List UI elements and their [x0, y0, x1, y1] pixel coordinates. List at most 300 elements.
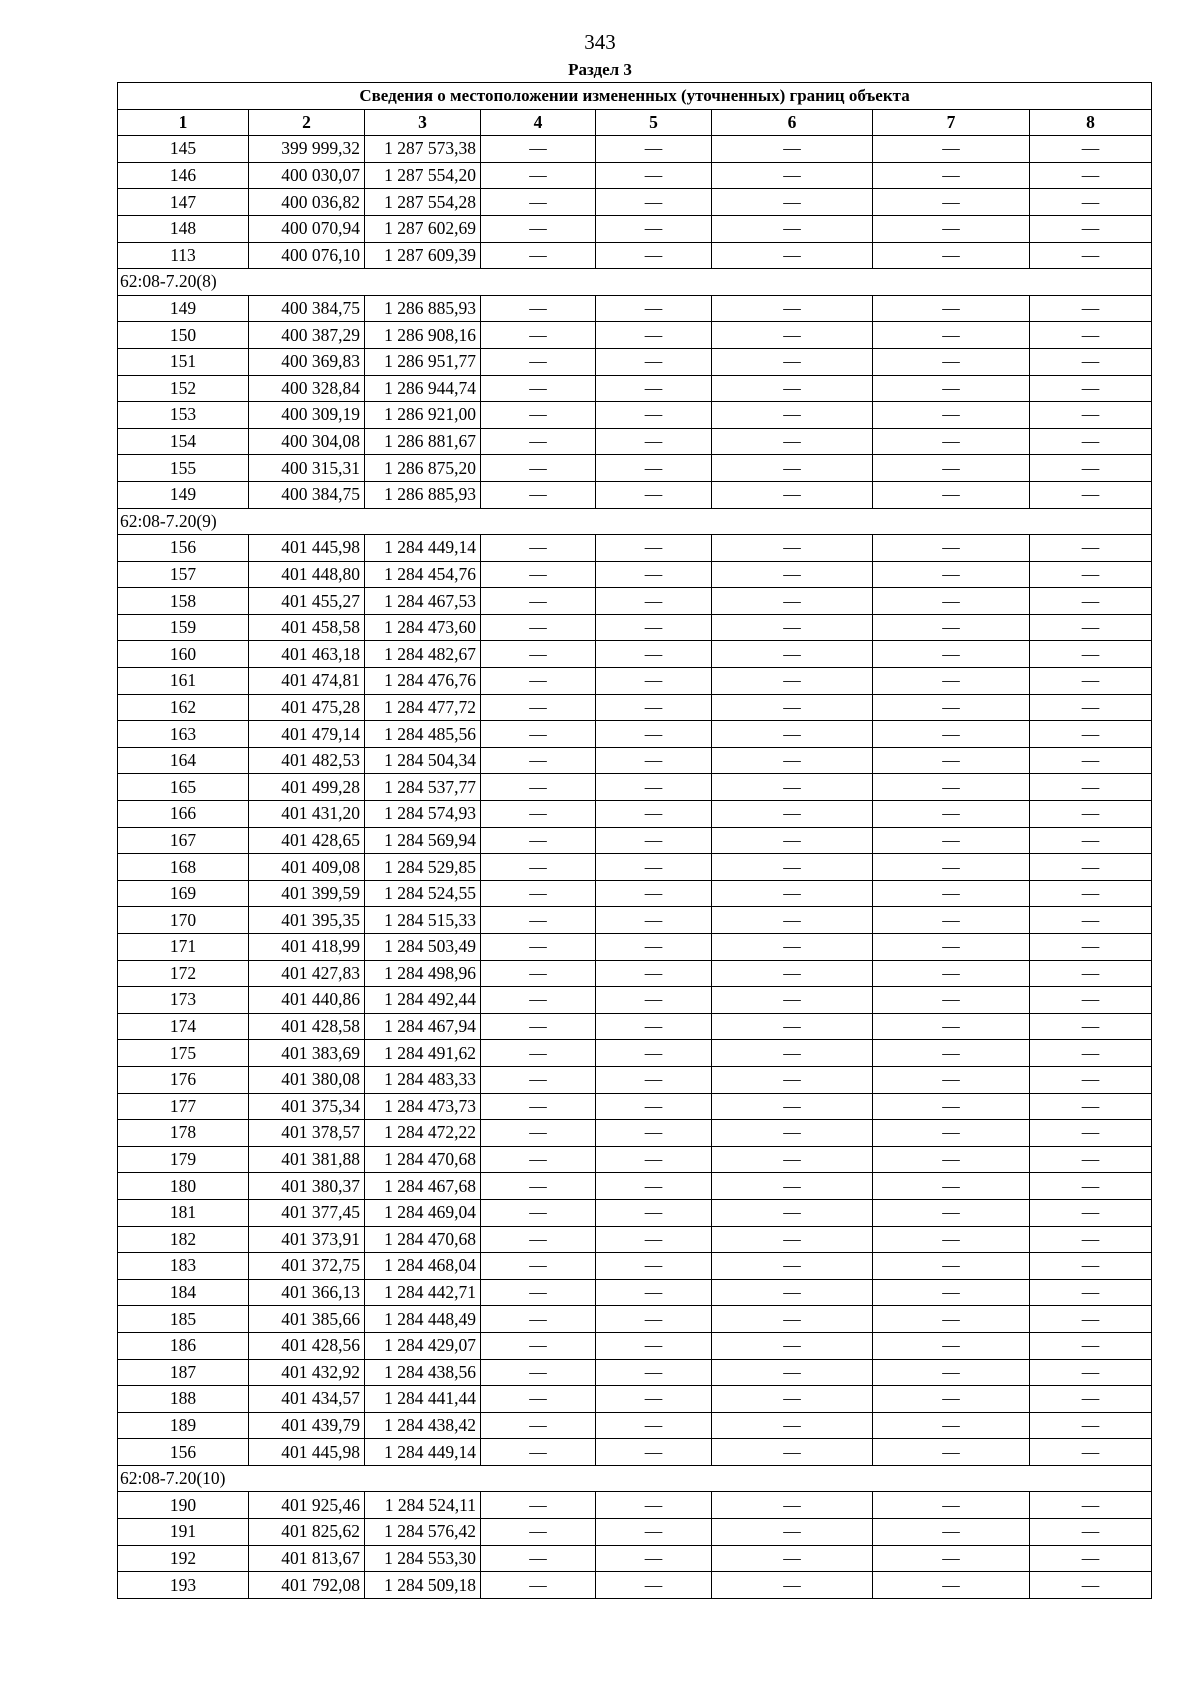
empty-value-dash: —: [596, 987, 712, 1014]
empty-value-dash: —: [1030, 1359, 1152, 1386]
empty-value-dash: —: [596, 588, 712, 615]
empty-value-dash: —: [481, 1253, 596, 1280]
empty-value-dash: —: [596, 215, 712, 242]
table-row: [118, 1492, 1152, 1519]
point-number: 165: [118, 774, 249, 801]
coordinate-x: 401 428,56: [249, 1332, 365, 1359]
empty-value-dash: —: [712, 481, 873, 508]
empty-value-dash: —: [712, 1545, 873, 1572]
table-row: [118, 322, 1152, 349]
empty-value-dash: —: [481, 561, 596, 588]
empty-value-dash: —: [712, 162, 873, 189]
point-number: 180: [118, 1173, 249, 1200]
table-caption: Сведения о местоположении измененных (уточненных) границ объекта: [118, 83, 1152, 110]
empty-value-dash: —: [712, 1386, 873, 1413]
coordinate-y: 1 284 524,11: [365, 1492, 481, 1519]
empty-value-dash: —: [596, 960, 712, 987]
empty-value-dash: —: [481, 1013, 596, 1040]
point-number: 178: [118, 1120, 249, 1147]
point-number: 186: [118, 1332, 249, 1359]
table-row: [118, 1173, 1152, 1200]
empty-value-dash: —: [1030, 1572, 1152, 1599]
coordinate-x: 401 428,58: [249, 1013, 365, 1040]
point-number: 185: [118, 1306, 249, 1333]
coordinate-y: 1 284 574,93: [365, 801, 481, 828]
coordinate-y: 1 284 449,14: [365, 1439, 481, 1466]
empty-value-dash: —: [481, 987, 596, 1014]
empty-value-dash: —: [712, 1040, 873, 1067]
table-row: [118, 189, 1152, 216]
empty-value-dash: —: [1030, 934, 1152, 961]
empty-value-dash: —: [873, 987, 1030, 1014]
empty-value-dash: —: [873, 1306, 1030, 1333]
empty-value-dash: —: [1030, 1439, 1152, 1466]
empty-value-dash: —: [1030, 827, 1152, 854]
coordinate-y: 1 284 429,07: [365, 1332, 481, 1359]
empty-value-dash: —: [596, 827, 712, 854]
point-number: 161: [118, 668, 249, 695]
empty-value-dash: —: [1030, 1386, 1152, 1413]
coordinate-x: 401 482,53: [249, 747, 365, 774]
coordinate-x: 401 380,37: [249, 1173, 365, 1200]
empty-value-dash: —: [1030, 1545, 1152, 1572]
coordinate-y: 1 284 470,68: [365, 1146, 481, 1173]
group-label: 62:08-7.20(9): [118, 508, 1152, 535]
empty-value-dash: —: [873, 136, 1030, 163]
empty-value-dash: —: [712, 747, 873, 774]
empty-value-dash: —: [873, 854, 1030, 881]
empty-value-dash: —: [1030, 1093, 1152, 1120]
empty-value-dash: —: [1030, 348, 1152, 375]
table-row: [118, 1013, 1152, 1040]
point-number: 151: [118, 348, 249, 375]
empty-value-dash: —: [712, 428, 873, 455]
point-number: 156: [118, 1439, 249, 1466]
group-label: 62:08-7.20(8): [118, 269, 1152, 296]
empty-value-dash: —: [873, 1412, 1030, 1439]
empty-value-dash: —: [873, 721, 1030, 748]
table-row: [118, 1226, 1152, 1253]
coordinate-x: 401 463,18: [249, 641, 365, 668]
coordinate-x: 401 380,08: [249, 1066, 365, 1093]
empty-value-dash: —: [596, 535, 712, 562]
table-row: [118, 402, 1152, 429]
coordinate-y: 1 287 554,28: [365, 189, 481, 216]
point-number: 157: [118, 561, 249, 588]
empty-value-dash: —: [596, 1386, 712, 1413]
group-header-row: [118, 269, 1152, 296]
empty-value-dash: —: [481, 322, 596, 349]
empty-value-dash: —: [873, 322, 1030, 349]
empty-value-dash: —: [596, 348, 712, 375]
empty-value-dash: —: [596, 747, 712, 774]
coordinate-x: 401 825,62: [249, 1519, 365, 1546]
coordinate-y: 1 286 908,16: [365, 322, 481, 349]
column-number-3: 3: [365, 109, 481, 136]
empty-value-dash: —: [596, 1492, 712, 1519]
coordinate-x: 400 304,08: [249, 428, 365, 455]
coordinate-x: 400 070,94: [249, 215, 365, 242]
coordinate-x: 401 427,83: [249, 960, 365, 987]
empty-value-dash: —: [873, 1120, 1030, 1147]
point-number: 145: [118, 136, 249, 163]
empty-value-dash: —: [1030, 402, 1152, 429]
empty-value-dash: —: [481, 1226, 596, 1253]
empty-value-dash: —: [596, 854, 712, 881]
empty-value-dash: —: [481, 242, 596, 269]
coordinate-x: 401 445,98: [249, 535, 365, 562]
coordinate-y: 1 284 482,67: [365, 641, 481, 668]
empty-value-dash: —: [596, 375, 712, 402]
empty-value-dash: —: [596, 136, 712, 163]
empty-value-dash: —: [1030, 1226, 1152, 1253]
empty-value-dash: —: [712, 535, 873, 562]
empty-value-dash: —: [873, 907, 1030, 934]
empty-value-dash: —: [596, 1173, 712, 1200]
empty-value-dash: —: [596, 1545, 712, 1572]
empty-value-dash: —: [712, 348, 873, 375]
table-row: [118, 1253, 1152, 1280]
coordinate-y: 1 284 467,53: [365, 588, 481, 615]
empty-value-dash: —: [481, 375, 596, 402]
table-row: [118, 1199, 1152, 1226]
point-number: 187: [118, 1359, 249, 1386]
coordinate-x: 401 475,28: [249, 694, 365, 721]
point-number: 153: [118, 402, 249, 429]
empty-value-dash: —: [873, 481, 1030, 508]
empty-value-dash: —: [1030, 455, 1152, 482]
empty-value-dash: —: [596, 1013, 712, 1040]
point-number: 172: [118, 960, 249, 987]
empty-value-dash: —: [481, 1572, 596, 1599]
empty-value-dash: —: [596, 1093, 712, 1120]
empty-value-dash: —: [1030, 1066, 1152, 1093]
coordinate-y: 1 284 448,49: [365, 1306, 481, 1333]
table-row: [118, 588, 1152, 615]
empty-value-dash: —: [481, 694, 596, 721]
empty-value-dash: —: [712, 215, 873, 242]
table-row: [118, 934, 1152, 961]
point-number: 175: [118, 1040, 249, 1067]
empty-value-dash: —: [596, 1199, 712, 1226]
empty-value-dash: —: [712, 1279, 873, 1306]
coordinate-y: 1 286 885,93: [365, 481, 481, 508]
point-number: 170: [118, 907, 249, 934]
empty-value-dash: —: [481, 189, 596, 216]
coordinate-x: 401 440,86: [249, 987, 365, 1014]
coordinate-y: 1 284 503,49: [365, 934, 481, 961]
empty-value-dash: —: [1030, 801, 1152, 828]
empty-value-dash: —: [712, 588, 873, 615]
table-row: [118, 774, 1152, 801]
table-row: [118, 668, 1152, 695]
coordinate-x: 401 409,08: [249, 854, 365, 881]
empty-value-dash: —: [712, 1572, 873, 1599]
empty-value-dash: —: [1030, 1013, 1152, 1040]
empty-value-dash: —: [481, 1093, 596, 1120]
table-row: [118, 242, 1152, 269]
empty-value-dash: —: [712, 375, 873, 402]
empty-value-dash: —: [596, 641, 712, 668]
coordinate-x: 400 369,83: [249, 348, 365, 375]
table-row: [118, 535, 1152, 562]
empty-value-dash: —: [712, 880, 873, 907]
coordinate-x: 401 499,28: [249, 774, 365, 801]
point-number: 162: [118, 694, 249, 721]
point-number: 146: [118, 162, 249, 189]
empty-value-dash: —: [712, 1359, 873, 1386]
point-number: 148: [118, 215, 249, 242]
point-number: 181: [118, 1199, 249, 1226]
empty-value-dash: —: [1030, 907, 1152, 934]
empty-value-dash: —: [481, 1545, 596, 1572]
empty-value-dash: —: [873, 747, 1030, 774]
empty-value-dash: —: [481, 1199, 596, 1226]
empty-value-dash: —: [1030, 189, 1152, 216]
empty-value-dash: —: [712, 1519, 873, 1546]
empty-value-dash: —: [596, 1332, 712, 1359]
empty-value-dash: —: [596, 694, 712, 721]
group-header-row: [118, 508, 1152, 535]
empty-value-dash: —: [1030, 1279, 1152, 1306]
empty-value-dash: —: [1030, 162, 1152, 189]
point-number: 179: [118, 1146, 249, 1173]
empty-value-dash: —: [1030, 668, 1152, 695]
coordinate-x: 400 309,19: [249, 402, 365, 429]
empty-value-dash: —: [1030, 1332, 1152, 1359]
empty-value-dash: —: [481, 1120, 596, 1147]
empty-value-dash: —: [712, 1093, 873, 1120]
point-number: 152: [118, 375, 249, 402]
empty-value-dash: —: [712, 1173, 873, 1200]
coordinate-y: 1 286 875,20: [365, 455, 481, 482]
empty-value-dash: —: [712, 402, 873, 429]
empty-value-dash: —: [1030, 481, 1152, 508]
empty-value-dash: —: [712, 801, 873, 828]
coordinate-y: 1 284 483,33: [365, 1066, 481, 1093]
empty-value-dash: —: [481, 1386, 596, 1413]
empty-value-dash: —: [873, 934, 1030, 961]
table-row: [118, 136, 1152, 163]
empty-value-dash: —: [1030, 721, 1152, 748]
point-number: 192: [118, 1545, 249, 1572]
empty-value-dash: —: [873, 215, 1030, 242]
empty-value-dash: —: [596, 668, 712, 695]
empty-value-dash: —: [1030, 535, 1152, 562]
coordinate-x: 400 384,75: [249, 295, 365, 322]
empty-value-dash: —: [712, 641, 873, 668]
column-number-1: 1: [118, 109, 249, 136]
empty-value-dash: —: [712, 1332, 873, 1359]
coordinate-x: 400 030,07: [249, 162, 365, 189]
point-number: 164: [118, 747, 249, 774]
empty-value-dash: —: [873, 1332, 1030, 1359]
point-number: 177: [118, 1093, 249, 1120]
coordinate-x: 401 372,75: [249, 1253, 365, 1280]
empty-value-dash: —: [873, 801, 1030, 828]
table-row: [118, 694, 1152, 721]
coordinate-y: 1 284 553,30: [365, 1545, 481, 1572]
coordinate-y: 1 284 509,18: [365, 1572, 481, 1599]
empty-value-dash: —: [596, 1040, 712, 1067]
empty-value-dash: —: [596, 907, 712, 934]
point-number: 166: [118, 801, 249, 828]
empty-value-dash: —: [712, 1066, 873, 1093]
empty-value-dash: —: [1030, 1253, 1152, 1280]
table-row: [118, 960, 1152, 987]
empty-value-dash: —: [1030, 588, 1152, 615]
empty-value-dash: —: [596, 614, 712, 641]
empty-value-dash: —: [712, 854, 873, 881]
coordinate-x: 401 385,66: [249, 1306, 365, 1333]
empty-value-dash: —: [1030, 295, 1152, 322]
empty-value-dash: —: [481, 428, 596, 455]
coordinate-y: 1 284 529,85: [365, 854, 481, 881]
table-row: [118, 481, 1152, 508]
empty-value-dash: —: [481, 721, 596, 748]
table-row: [118, 801, 1152, 828]
empty-value-dash: —: [481, 295, 596, 322]
coordinate-y: 1 287 573,38: [365, 136, 481, 163]
coordinate-x: 401 439,79: [249, 1412, 365, 1439]
empty-value-dash: —: [1030, 1040, 1152, 1067]
empty-value-dash: —: [596, 1279, 712, 1306]
empty-value-dash: —: [481, 801, 596, 828]
empty-value-dash: —: [1030, 1146, 1152, 1173]
table-row: [118, 1439, 1152, 1466]
table-row: [118, 641, 1152, 668]
point-number: 174: [118, 1013, 249, 1040]
empty-value-dash: —: [1030, 322, 1152, 349]
empty-value-dash: —: [873, 348, 1030, 375]
empty-value-dash: —: [712, 774, 873, 801]
coordinate-y: 1 284 467,68: [365, 1173, 481, 1200]
empty-value-dash: —: [873, 1173, 1030, 1200]
empty-value-dash: —: [873, 774, 1030, 801]
coordinate-y: 1 286 885,93: [365, 295, 481, 322]
coordinate-x: 401 448,80: [249, 561, 365, 588]
table-row: [118, 1093, 1152, 1120]
empty-value-dash: —: [873, 375, 1030, 402]
group-label: 62:08-7.20(10): [118, 1465, 1152, 1492]
empty-value-dash: —: [712, 614, 873, 641]
coordinate-y: 1 284 467,94: [365, 1013, 481, 1040]
empty-value-dash: —: [712, 1120, 873, 1147]
point-number: 149: [118, 295, 249, 322]
empty-value-dash: —: [873, 1146, 1030, 1173]
empty-value-dash: —: [873, 668, 1030, 695]
table-row: [118, 854, 1152, 881]
empty-value-dash: —: [873, 641, 1030, 668]
empty-value-dash: —: [1030, 1120, 1152, 1147]
empty-value-dash: —: [873, 1439, 1030, 1466]
coordinate-y: 1 284 569,94: [365, 827, 481, 854]
empty-value-dash: —: [596, 481, 712, 508]
empty-value-dash: —: [712, 295, 873, 322]
empty-value-dash: —: [873, 561, 1030, 588]
empty-value-dash: —: [1030, 987, 1152, 1014]
coordinate-y: 1 284 524,55: [365, 880, 481, 907]
empty-value-dash: —: [873, 960, 1030, 987]
empty-value-dash: —: [1030, 1492, 1152, 1519]
coordinate-y: 1 284 441,44: [365, 1386, 481, 1413]
table-row: [118, 747, 1152, 774]
point-number: 191: [118, 1519, 249, 1546]
coordinate-x: 401 792,08: [249, 1572, 365, 1599]
empty-value-dash: —: [873, 535, 1030, 562]
column-number-7: 7: [873, 109, 1030, 136]
coordinate-x: 401 455,27: [249, 588, 365, 615]
empty-value-dash: —: [873, 295, 1030, 322]
empty-value-dash: —: [873, 1359, 1030, 1386]
empty-value-dash: —: [596, 561, 712, 588]
empty-value-dash: —: [873, 1093, 1030, 1120]
empty-value-dash: —: [873, 1040, 1030, 1067]
point-number: 147: [118, 189, 249, 216]
table-row: [118, 1120, 1152, 1147]
empty-value-dash: —: [596, 1253, 712, 1280]
coordinate-x: 401 434,57: [249, 1386, 365, 1413]
coordinate-x: 399 999,32: [249, 136, 365, 163]
empty-value-dash: —: [712, 1013, 873, 1040]
point-number: 173: [118, 987, 249, 1014]
empty-value-dash: —: [481, 1492, 596, 1519]
coordinate-y: 1 284 469,04: [365, 1199, 481, 1226]
empty-value-dash: —: [712, 1199, 873, 1226]
point-number: 154: [118, 428, 249, 455]
coordinate-y: 1 284 442,71: [365, 1279, 481, 1306]
empty-value-dash: —: [1030, 774, 1152, 801]
empty-value-dash: —: [712, 322, 873, 349]
point-number: 156: [118, 535, 249, 562]
empty-value-dash: —: [712, 694, 873, 721]
column-number-row: [118, 109, 1152, 136]
empty-value-dash: —: [712, 1412, 873, 1439]
coordinate-y: 1 284 472,22: [365, 1120, 481, 1147]
table-row: [118, 1572, 1152, 1599]
empty-value-dash: —: [712, 1439, 873, 1466]
empty-value-dash: —: [873, 1279, 1030, 1306]
coordinate-y: 1 284 470,68: [365, 1226, 481, 1253]
empty-value-dash: —: [481, 481, 596, 508]
empty-value-dash: —: [596, 1519, 712, 1546]
coordinate-y: 1 284 476,76: [365, 668, 481, 695]
empty-value-dash: —: [596, 455, 712, 482]
empty-value-dash: —: [481, 880, 596, 907]
empty-value-dash: —: [712, 1146, 873, 1173]
empty-value-dash: —: [481, 455, 596, 482]
empty-value-dash: —: [481, 774, 596, 801]
empty-value-dash: —: [596, 242, 712, 269]
column-number-5: 5: [596, 109, 712, 136]
table-row: [118, 1519, 1152, 1546]
column-number-2: 2: [249, 109, 365, 136]
table-row: [118, 295, 1152, 322]
point-number: 168: [118, 854, 249, 881]
coordinate-y: 1 286 921,00: [365, 402, 481, 429]
empty-value-dash: —: [481, 348, 596, 375]
coordinate-x: 401 418,99: [249, 934, 365, 961]
empty-value-dash: —: [1030, 880, 1152, 907]
empty-value-dash: —: [712, 934, 873, 961]
table-row: [118, 561, 1152, 588]
table-row: [118, 1279, 1152, 1306]
coordinate-y: 1 286 951,77: [365, 348, 481, 375]
point-number: 159: [118, 614, 249, 641]
empty-value-dash: —: [1030, 1199, 1152, 1226]
table-row: [118, 721, 1152, 748]
empty-value-dash: —: [596, 428, 712, 455]
